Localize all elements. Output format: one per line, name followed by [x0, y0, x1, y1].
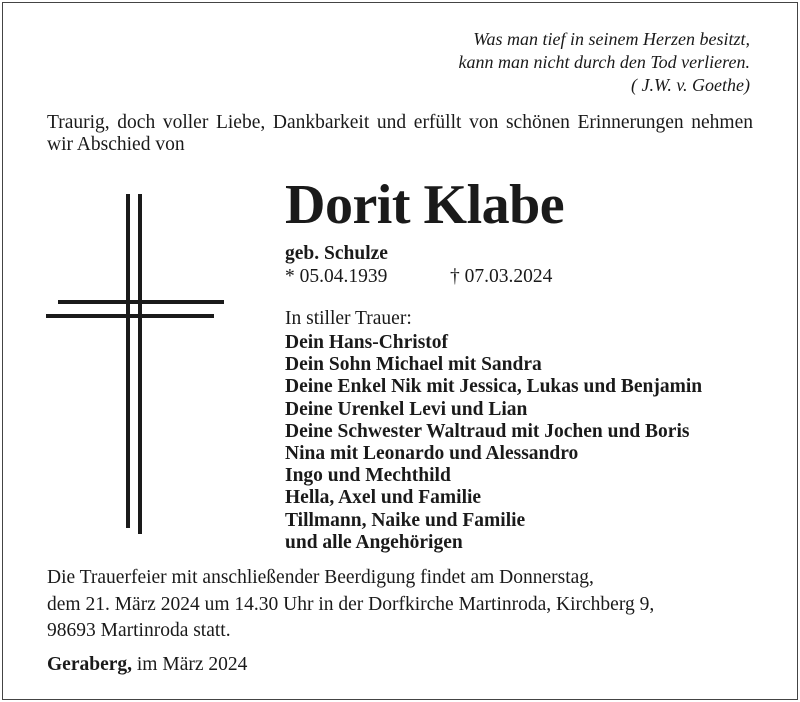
cross-vertical-right: [138, 194, 142, 534]
service-line-3: 98693 Martinroda statt.: [47, 620, 231, 641]
intro-text: Traurig, doch voller Liebe, Dankbarkeit und erfüllt von schönen Erinnerungen nehmen wir Abschied von: [47, 112, 753, 155]
closing-place: Geraberg,: [47, 654, 133, 675]
funeral-service-info: [47, 565, 654, 645]
service-line-1: Die Trauerfeier mit anschließender Beerdigung findet am Donnerstag,: [47, 567, 594, 588]
mourner-item: Deine Enkel Nik mit Jessica, Lukas und Benjamin: [285, 376, 703, 398]
service-line-2: dem 21. März 2024 um 14.30 Uhr in der Dorfkirche Martinroda, Kirchberg 9,: [47, 593, 655, 615]
goethe-quote: [459, 28, 750, 97]
deceased-name: Dorit Klabe: [285, 174, 565, 236]
mourner-item: Tillmann, Naike und Familie: [285, 509, 526, 531]
cross-horizontal-top: [58, 300, 224, 304]
mourner-item: und alle Angehörigen: [285, 531, 463, 553]
mourner-item: Nina mit Leonardo und Alessandro: [285, 443, 579, 465]
maiden-name: geb. Schulze: [285, 243, 388, 264]
mourner-item: Hella, Axel und Familie: [285, 487, 482, 509]
mourner-item: Dein Sohn Michael mit Sandra: [285, 354, 542, 376]
quote-line-2: kann man nicht durch den Tod verlieren.: [458, 52, 750, 72]
place-and-date: [47, 653, 247, 677]
cross-vertical-left: [126, 194, 130, 528]
quote-attribution: ( J.W. v. Goethe): [631, 75, 750, 95]
mourning-label: In stiller Trauer:: [285, 308, 412, 329]
mourner-item: Ingo und Mechthild: [285, 465, 451, 487]
mourner-item: Deine Schwester Waltraud mit Jochen und Boris: [285, 420, 690, 442]
mourners-list: [285, 332, 702, 554]
cross-icon: [44, 194, 226, 534]
life-dates: [285, 265, 553, 289]
birth-date: * 05.04.1939: [285, 266, 388, 287]
mourner-item: Dein Hans-Christof: [285, 332, 449, 353]
cross-horizontal-bottom: [46, 314, 214, 318]
closing-date: im März 2024: [136, 654, 248, 675]
mourner-item: Deine Urenkel Levi und Lian: [285, 398, 528, 420]
death-date: † 07.03.2024: [450, 266, 553, 287]
quote-line-1: Was man tief in seinem Herzen besitzt,: [473, 29, 750, 49]
